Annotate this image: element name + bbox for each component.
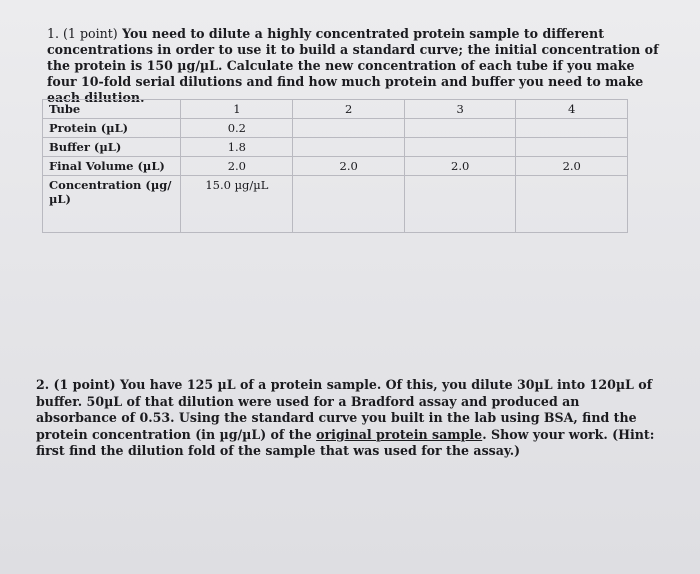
tube-4-buffer [516,138,628,157]
tube-1-protein: 0.2 [181,119,293,138]
tube-3-protein [404,119,516,138]
tube-3-buffer [404,138,516,157]
tube-4-header: 4 [516,100,628,119]
row-label-tube: Tube [43,100,181,119]
tube-2-final-volume: 2.0 [293,157,405,176]
row-label-final-volume: Final Volume (µL) [43,157,181,176]
tube-2-header: 2 [293,100,405,119]
tube-2-concentration [293,176,405,233]
tube-3-final-volume: 2.0 [404,157,516,176]
question-1-text: You need to dilute a highly concentrated protein sample to different concentrations in order to use it to build a standard curve; the initial concentration of the protein is 150 µg/µL. Calculate the new concentration of each tube if you make four 10-fold serial dilutions and find how much protein and buffer you need to make each dilution. [47,26,659,105]
table-row-buffer [43,138,628,157]
table-row-final-volume [43,157,628,176]
question-2-text-after: . Show your work. (Hint: first find the dilution fold of the sample that was used for the assay.) [36,426,655,458]
question-1 [47,26,662,106]
row-label-concentration: Concentration (µg/µL) [43,176,181,233]
tube-4-protein [516,119,628,138]
row-label-buffer: Buffer (µL) [43,138,181,157]
row-label-protein: Protein (µL) [43,119,181,138]
tube-1-concentration: 15.0 µg/µL [181,176,293,233]
dilution-table [42,99,628,233]
table-row-protein [43,119,628,138]
tube-1-buffer: 1.8 [181,138,293,157]
question-1-number: 1. (1 point) [47,26,118,41]
question-2-number: 2. (1 point) [36,377,116,392]
table-row-tube [43,100,628,119]
tube-2-protein [293,119,405,138]
table-row-concentration [43,176,628,233]
tube-1-header: 1 [181,100,293,119]
tube-3-concentration [404,176,516,233]
tube-3-header: 3 [404,100,516,119]
tube-4-concentration [516,176,628,233]
tube-4-final-volume: 2.0 [516,157,628,176]
question-2-underlined: original protein sample [316,426,483,442]
tube-1-final-volume: 2.0 [181,157,293,176]
question-2-text-before: You have 125 µL of a protein sample. Of this, you dilute 30µL into 120µL of buffer. 50µL of that dilution were used for a Bradford assay and produced an absorbance of 0.53. Using the standard curve you built in the lab using BSA, find the protein concentration (in µg/µL) of the [36,377,653,442]
question-2 [36,377,661,460]
tube-2-buffer [293,138,405,157]
